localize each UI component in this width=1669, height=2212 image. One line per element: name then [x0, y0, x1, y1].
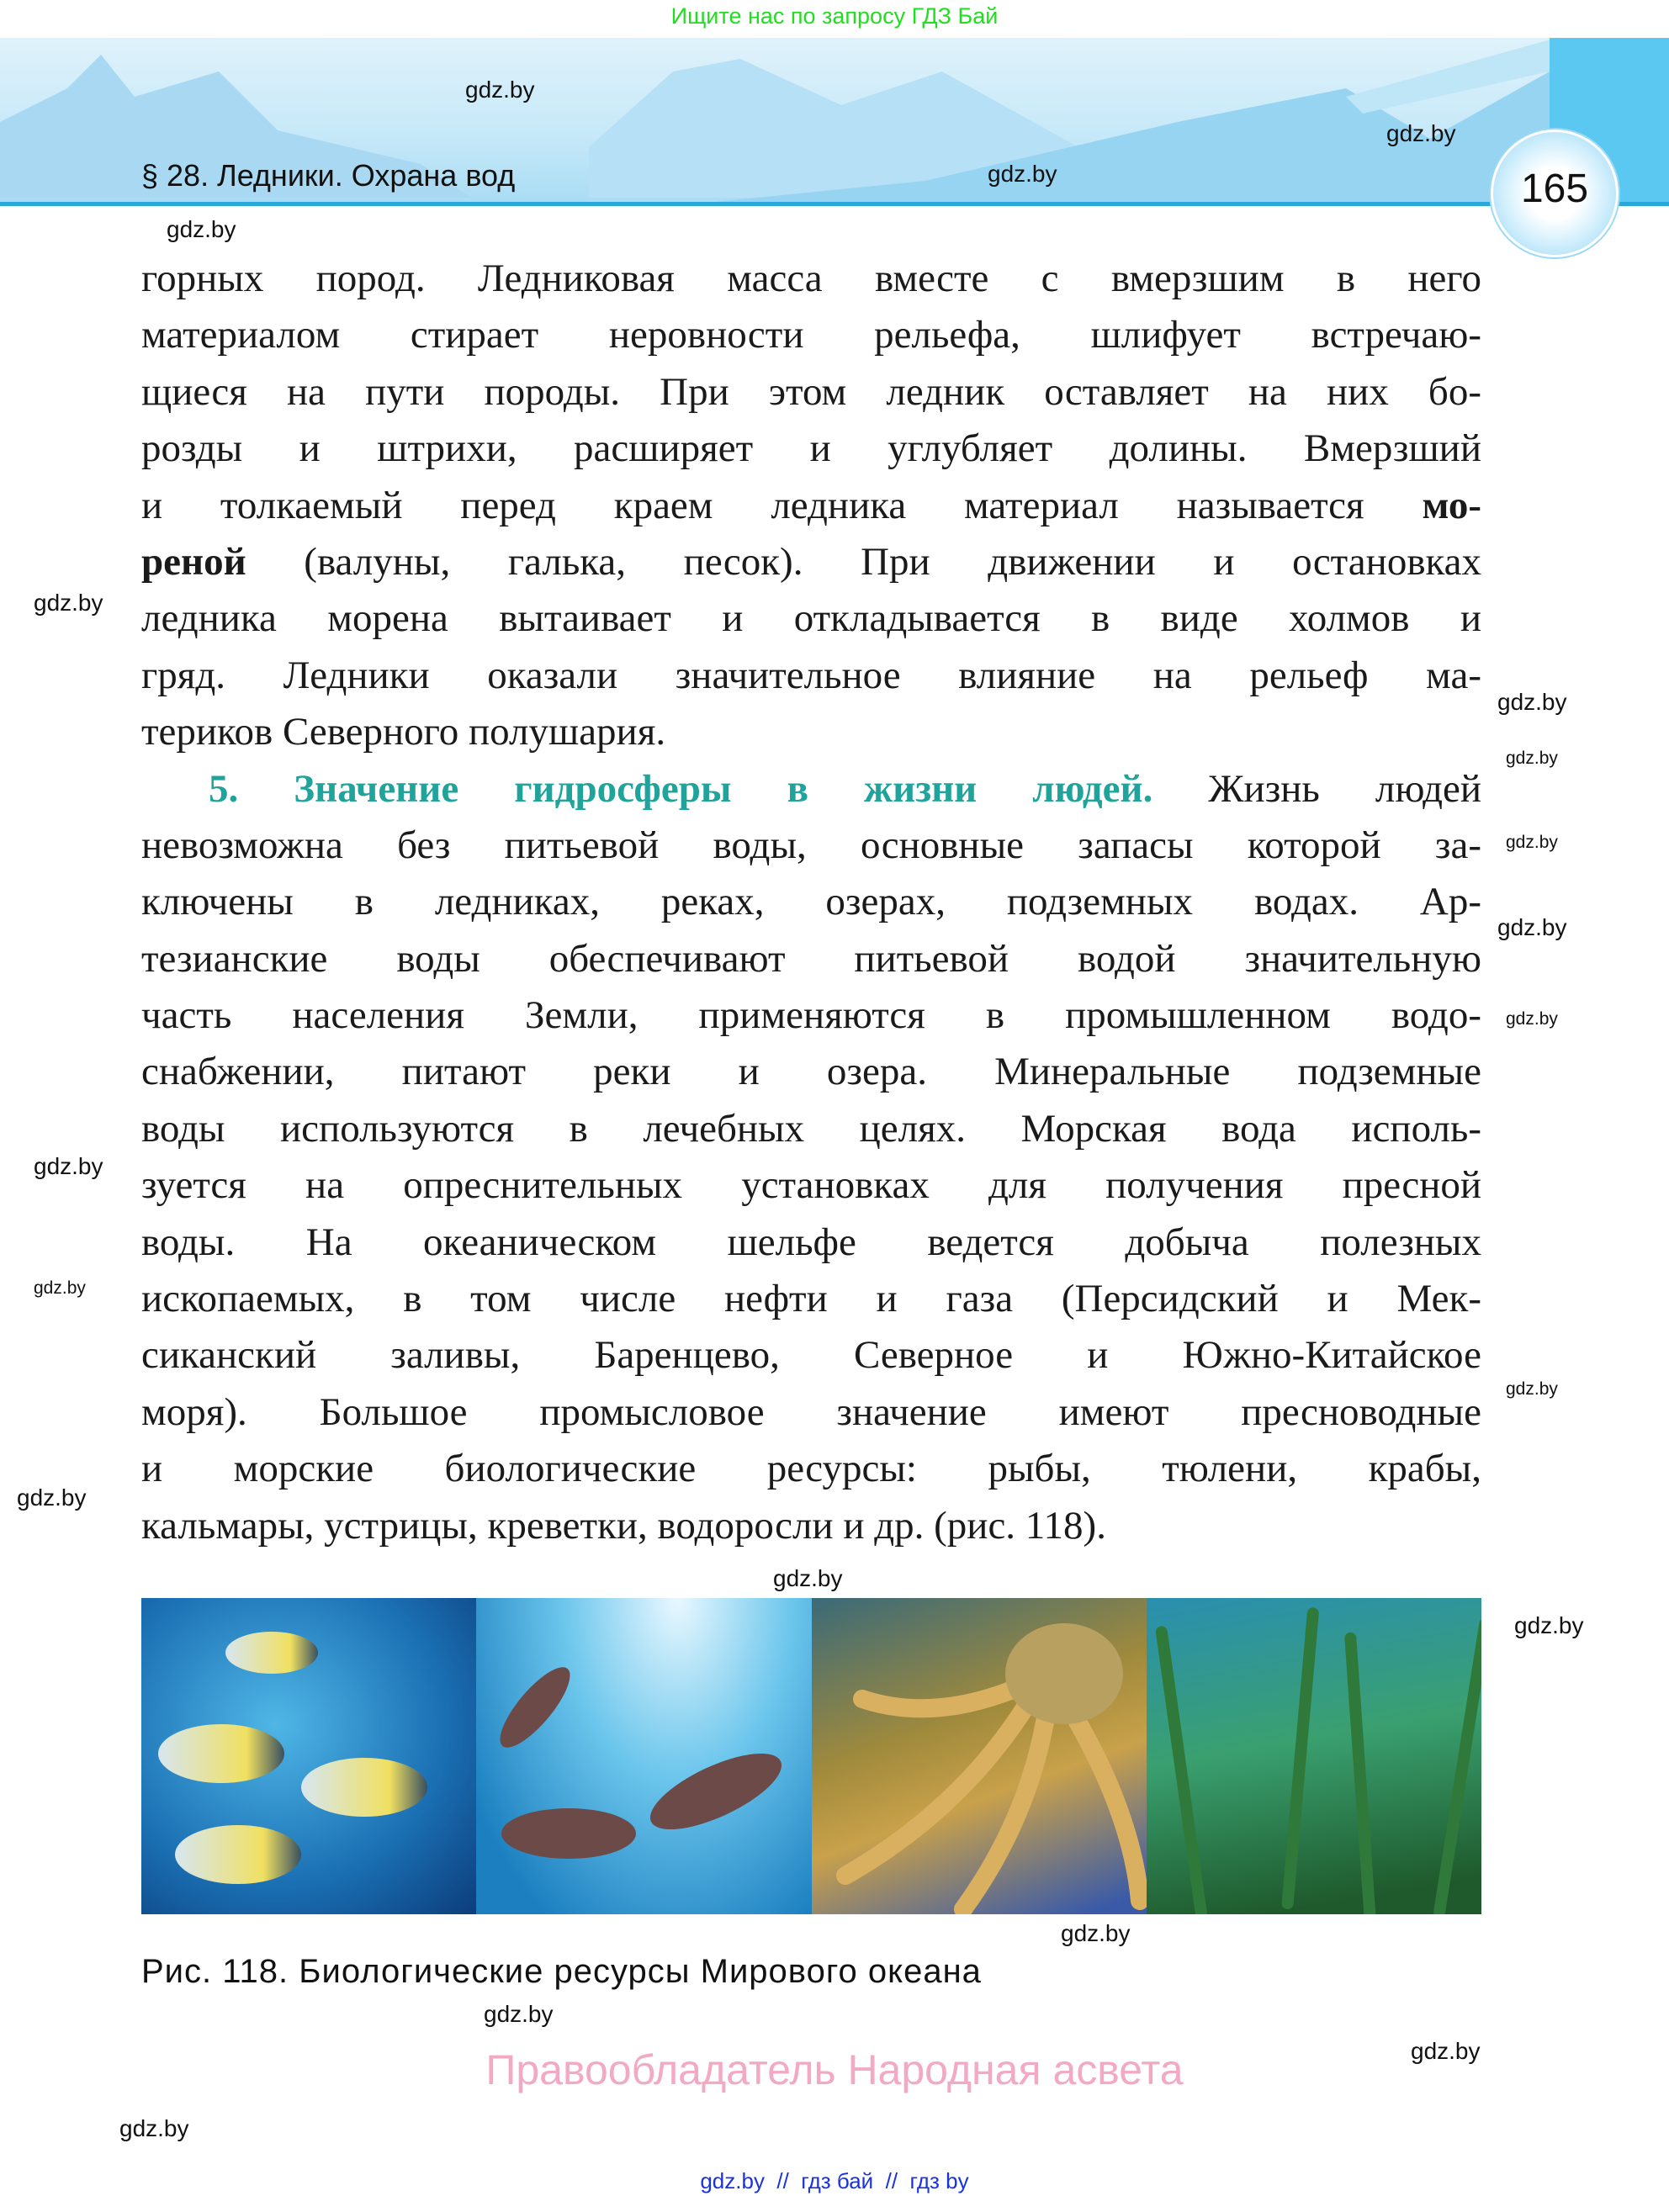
text-line	[141, 421, 1481, 477]
text-segment: материалом стирает неровности рельефа, шлифует встречаю-	[141, 313, 1481, 357]
watermark: gdz.by	[1497, 689, 1567, 715]
watermark: gdz.by	[167, 216, 236, 242]
term-bold: мо-	[1422, 483, 1481, 527]
text-line	[141, 534, 1481, 590]
body-text	[141, 251, 1481, 1554]
watermark: gdz.by	[988, 161, 1057, 187]
text-line	[141, 1498, 1481, 1554]
text-line	[141, 1157, 1481, 1214]
text-segment: (валуны, галька, песок). При движении и остановках	[246, 539, 1481, 584]
text-line	[141, 761, 1481, 818]
text-segment: сиканский заливы, Баренцево, Северное и Южно-Китайское	[141, 1333, 1481, 1378]
term-bold: реной	[141, 539, 246, 584]
watermark: gdz.by	[484, 2001, 554, 2027]
watermark: gdz.by	[17, 1484, 87, 1511]
watermark: gdz.by	[1506, 749, 1558, 768]
text-line	[141, 874, 1481, 930]
watermark: gdz.by	[34, 590, 103, 616]
fish-photo	[141, 1598, 476, 1914]
text-segment: щиеся на пути породы. При этом ледник оставляет на них бо-	[141, 369, 1481, 414]
seaweed-photo	[1147, 1598, 1481, 1914]
text-segment: кальмары, устрицы, креветки, водоросли и др. (рис. 118).	[141, 1503, 1106, 1548]
text-line	[141, 1327, 1481, 1384]
watermark: gdz.by	[1497, 914, 1567, 940]
text-segment: Жизнь людей	[1152, 766, 1482, 811]
figure-caption: Рис. 118. Биологические ресурсы Мирового океана	[141, 1953, 982, 1990]
text-segment: ледника морена вытаивает и откладывается в виде холмов и	[141, 596, 1481, 641]
site-links[interactable]: gdz.by // гдз бай // гдз by	[700, 2168, 969, 2193]
text-line	[141, 251, 1481, 307]
page-number: 165	[1520, 167, 1589, 211]
text-segment: тезианские воды обеспечивают питьевой водой значительную	[141, 936, 1481, 981]
text-segment: моря). Большое промысловое значение имеют пресноводные	[141, 1389, 1481, 1434]
text-segment: и морские биологические ресурсы: рыбы, тюлени, крабы,	[141, 1447, 1481, 1491]
text-segment: ключены в ледниках, реках, озерах, подземных водах. Ар-	[141, 880, 1481, 924]
text-line	[141, 648, 1481, 704]
text-segment: воды. На океаническом шельфе ведется добыча полезных	[141, 1220, 1481, 1264]
text-segment: ископаемых, в том числе нефти и газа (Персидский и Мек-	[141, 1277, 1481, 1321]
watermark: gdz.by	[1061, 1920, 1131, 1946]
seals-photo	[476, 1598, 811, 1914]
text-line	[141, 1441, 1481, 1497]
text-line	[141, 987, 1481, 1044]
watermark: gdz.by	[1506, 833, 1558, 852]
subsection-heading: 5. Значение гидросферы в жизни людей.	[209, 766, 1153, 811]
text-segment: воды используются в лечебных целях. Морская вода исполь-	[141, 1106, 1481, 1151]
watermark: gdz.by	[1514, 1612, 1584, 1638]
text-segment: и толкаемый перед краем ледника материал называется	[141, 483, 1423, 527]
text-segment: гряд. Ледники оказали значительное влияние на рельеф ма-	[141, 653, 1481, 697]
watermark: gdz.by	[773, 1565, 843, 1591]
text-line	[141, 818, 1481, 874]
text-line	[141, 590, 1481, 647]
watermark: gdz.by	[1411, 2038, 1481, 2064]
figure-118	[141, 1598, 1481, 1914]
header-divider	[0, 202, 1669, 206]
text-segment: зуется на опреснительных установках для получения пресной	[141, 1163, 1481, 1208]
text-segment: розды и штрихи, расширяет и углубляет долины. Вмерзший	[141, 426, 1481, 471]
text-line	[141, 364, 1481, 421]
text-segment: териков Северного полушария.	[141, 710, 666, 754]
watermark: gdz.by	[119, 2115, 189, 2141]
text-segment: снабжении, питают реки и озера. Минеральные подземные	[141, 1050, 1481, 1094]
text-line	[141, 704, 1481, 760]
watermark: gdz.by	[465, 77, 535, 103]
copyright-notice: Правообладатель Народная асвета	[485, 2046, 1184, 2093]
text-line	[141, 1101, 1481, 1157]
globe-icon	[1491, 130, 1619, 257]
text-line	[141, 1214, 1481, 1271]
octopus-photo	[812, 1598, 1147, 1914]
search-hint: Ищите нас по запросу ГДЗ Бай	[670, 3, 999, 29]
text-line	[141, 1044, 1481, 1100]
text-segment: горных пород. Ледниковая масса вместе с вмерзшим в него	[141, 257, 1481, 300]
text-segment: невозможна без питьевой воды, основные запасы которой за-	[141, 823, 1481, 867]
watermark: gdz.by	[34, 1278, 86, 1298]
watermark: gdz.by	[1506, 1009, 1558, 1029]
watermark: gdz.by	[34, 1153, 103, 1179]
text-line	[141, 1271, 1481, 1327]
text-segment: часть населения Земли, применяются в промышленном водо-	[141, 993, 1481, 1038]
text-line	[141, 478, 1481, 534]
section-title: § 28. Ледники. Охрана вод	[141, 158, 516, 193]
text-line	[141, 1384, 1481, 1441]
watermark: gdz.by	[1506, 1379, 1558, 1399]
text-line	[141, 307, 1481, 363]
text-line	[141, 931, 1481, 987]
watermark: gdz.by	[1386, 120, 1456, 146]
